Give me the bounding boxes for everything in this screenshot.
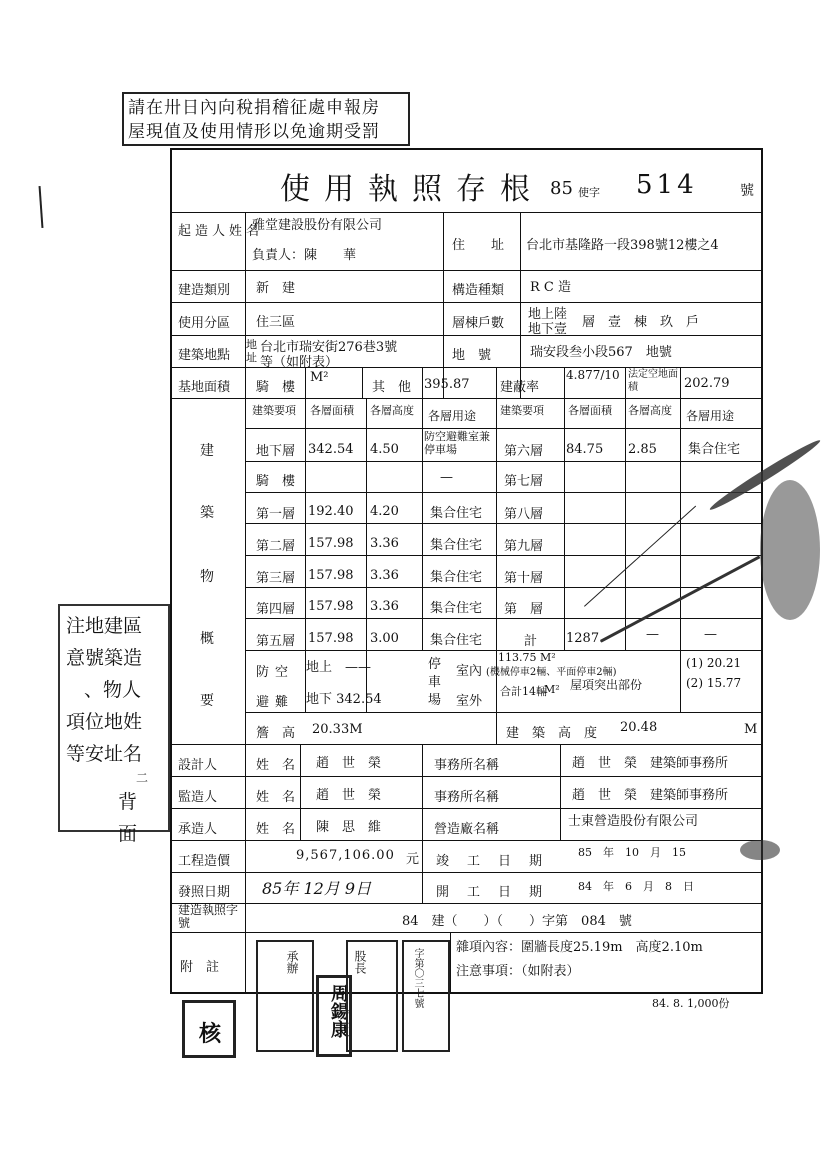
arcade-label: 騎 樓	[256, 380, 296, 395]
issue-date: 85年 12月 9日	[262, 879, 372, 898]
cost-value: 9,567,106.00	[296, 848, 395, 863]
floor-item: 第五層	[256, 634, 296, 649]
official-seal-4	[402, 940, 450, 1052]
floors-below: 地下壹	[528, 322, 568, 337]
lot-number: 瑞安段叁小段567 地號	[530, 345, 672, 360]
lot-label: 地 號	[452, 348, 492, 363]
building-height-unit: M	[744, 722, 758, 737]
floor-height: 3.36	[370, 568, 399, 583]
builder-label: 起造人姓名	[178, 224, 264, 239]
completion-date: 85 年 10 月 15	[578, 846, 686, 859]
other-area: 395.87	[424, 377, 470, 392]
scan-smudge	[760, 480, 820, 620]
zone-value: 住三區	[256, 315, 296, 330]
supervisor-org-label: 事務所名稱	[434, 790, 500, 805]
permit-suffix: 號	[740, 183, 754, 199]
shelter-label: 防空避難	[256, 665, 295, 710]
floor-area: 157.98	[308, 536, 354, 551]
remarks-label: 附 註	[180, 960, 220, 975]
parking-total: 合計14輛	[500, 685, 547, 698]
construction-type: 新 建	[256, 281, 296, 296]
supervisor-name-label: 姓 名	[256, 790, 296, 805]
side-notice-stamp	[58, 604, 170, 845]
parking-label: 停車場	[428, 657, 442, 708]
seal-text: 股長	[353, 950, 367, 974]
shelter-below: 地下 342.54	[306, 692, 382, 707]
contractor-name: 陳 思 維	[316, 820, 382, 835]
protrude-1: (1) 20.21	[686, 656, 742, 670]
permit-ref: 84 建（ ）（ ）字第 084 號	[402, 914, 632, 929]
tax-notice-stamp	[122, 92, 410, 146]
header-use: 各層用途	[428, 409, 477, 423]
header-area: 各層面積	[310, 404, 354, 417]
floor-height: 3.36	[370, 599, 399, 614]
designer-name: 趙 世 榮	[316, 756, 382, 771]
seal-text: 承辦	[285, 950, 299, 974]
start-date: 84 年 6 月 8 日	[578, 880, 694, 893]
designer-name-label: 姓 名	[256, 758, 296, 773]
type-label: 建造類別	[178, 283, 231, 298]
floor-item: 第 層	[504, 602, 544, 617]
side-line: 面	[118, 823, 138, 845]
designer-org-label: 事務所名稱	[434, 758, 500, 773]
floor-use: —	[440, 470, 453, 485]
official-seal-1	[256, 940, 314, 1052]
floor-use: 防空避難室兼停車場	[424, 430, 490, 456]
cost-unit: 元	[406, 852, 420, 867]
floor-item: 第二層	[256, 539, 296, 554]
protrude-2: (2) 15.77	[686, 676, 742, 690]
parking-indoor-note: (機械停車2輛、平面停車2輛)	[486, 667, 617, 678]
floor-height: 2.85	[628, 442, 657, 457]
building-height-label: 建 築 高 度	[506, 726, 598, 741]
floor-use: 集合住宅	[430, 506, 483, 521]
seal-text: 周鍚康	[328, 984, 349, 1038]
parking-indoor-area: 113.75 M²	[498, 651, 556, 664]
floor-item: 第八層	[504, 507, 544, 522]
site-address-note: 等（如附表）	[260, 355, 339, 370]
building-side-label: 物	[200, 569, 214, 585]
open-space-label: 法定空地面積	[628, 369, 678, 393]
side-line: 意號築造	[66, 647, 143, 669]
builder-name: 雅堂建設股份有限公司	[252, 218, 383, 233]
seal-text: 核	[199, 1021, 222, 1047]
header-height: 各層高度	[628, 404, 672, 417]
floor-item: 第四層	[256, 602, 296, 617]
floor-item: 第六層	[504, 444, 544, 459]
remarks-line-2: 注意事項：（如附表）	[456, 964, 580, 979]
building-side-label: 概	[200, 631, 214, 647]
issue-label: 發照日期	[178, 885, 231, 900]
header-item: 建築要項	[252, 404, 296, 417]
official-seal-3	[346, 940, 398, 1052]
parking-outdoor-unit: M²	[544, 683, 560, 696]
structure-label: 構造種類	[452, 283, 505, 298]
floor-use: 集合住宅	[430, 538, 483, 553]
floor-item: 騎 樓	[256, 474, 296, 489]
floor-use: 集合住宅	[688, 442, 741, 457]
structure-type: R C 造	[530, 280, 571, 295]
header-use: 各層用途	[686, 409, 735, 423]
floor-area: 157.98	[308, 631, 354, 646]
side-line: 項位地姓	[66, 711, 143, 733]
site-label: 建築地點	[178, 348, 231, 363]
side-line: 等安址名	[66, 743, 143, 765]
coverage-label: 建蔽率	[500, 380, 540, 395]
floor-item: 第一層	[256, 507, 296, 522]
floor-item: 第七層	[504, 474, 544, 489]
contractor-role: 承造人	[178, 822, 218, 837]
total-height: —	[646, 627, 659, 642]
side-line-inner: 二	[136, 771, 149, 785]
supervisor-org: 趙 世 榮 建築師事務所	[572, 788, 729, 803]
floor-area: 84.75	[566, 442, 604, 457]
tax-notice-line-1: 請在卅日內向稅捐稽征處申報房	[128, 98, 380, 118]
open-space-area: 202.79	[684, 376, 730, 391]
coverage-value: 4.877/10	[566, 368, 620, 382]
floors-above: 地上陸	[528, 307, 568, 322]
floor-use: 集合住宅	[430, 570, 483, 585]
floor-height: 4.50	[370, 442, 399, 457]
floor-item: 地下層	[256, 444, 296, 459]
contractor-org-label: 營造廠名稱	[434, 822, 500, 837]
print-footer: 84. 8. 1,000份	[652, 997, 730, 1010]
floor-area: 342.54	[308, 442, 354, 457]
side-line: 背	[118, 791, 138, 813]
floor-height: 4.20	[370, 504, 399, 519]
parking-indoor-label: 室內	[456, 664, 483, 679]
form-title: 使用執照存根	[280, 172, 544, 207]
site-prefix: 地址	[246, 338, 257, 364]
cost-label: 工程造價	[178, 854, 231, 869]
supervisor-name: 趙 世 榮	[316, 788, 382, 803]
permit-label: 建造執照字號	[178, 903, 239, 930]
side-line: 注地建區	[66, 615, 143, 637]
seal-text: 字第〇三七號	[412, 948, 423, 1008]
floor-height: 3.00	[370, 631, 399, 646]
arcade-area: M²	[310, 370, 329, 385]
completion-label: 竣工日期	[436, 854, 561, 869]
header-area: 各層面積	[568, 404, 612, 417]
address-label: 住 址	[452, 238, 505, 253]
building-side-label: 築	[200, 505, 214, 521]
area-label: 基地面積	[178, 380, 231, 395]
eaves-height: 20.33M	[312, 722, 363, 737]
designer-org: 趙 世 榮 建築師事務所	[572, 756, 729, 771]
building-side-label: 建	[200, 443, 214, 459]
floor-item-total: 計	[524, 634, 538, 649]
floor-use: 集合住宅	[430, 601, 483, 616]
protrude-label: 屋項突出部份	[570, 678, 643, 692]
scan-smudge	[740, 840, 780, 860]
header-item: 建築要項	[500, 404, 544, 417]
start-label: 開工日期	[436, 885, 561, 900]
floors-detail: 層 壹 棟 玖 戶	[582, 315, 700, 330]
eaves-height-label: 簷 高	[256, 726, 296, 741]
floor-area: 192.40	[308, 504, 354, 519]
floor-area: 157.98	[308, 599, 354, 614]
remarks-line-1: 雜項內容：圍牆長度25.19m 高度2.10m	[456, 940, 703, 955]
corner-seal	[182, 1000, 236, 1058]
permit-year: 85	[550, 178, 573, 199]
permit-prefix: 使字	[578, 186, 600, 199]
header-height: 各層高度	[370, 404, 414, 417]
floors-label: 層棟戶數	[452, 316, 505, 331]
permit-number: 514	[636, 170, 698, 200]
pen-mark	[39, 186, 44, 228]
supervisor-role: 監造人	[178, 790, 218, 805]
contractor-org: 士東營造股份有限公司	[568, 814, 699, 829]
floor-item: 第三層	[256, 571, 296, 586]
floor-area: 157.98	[308, 568, 354, 583]
parking-outdoor-label: 室外	[456, 694, 483, 709]
designer-role: 設計人	[178, 758, 218, 773]
floor-use: 集合住宅	[430, 633, 483, 648]
other-label: 其 他	[372, 380, 412, 395]
tax-notice-line-2: 屋現值及使用情形以免逾期受罰	[128, 122, 380, 142]
building-side-label: 要	[200, 693, 214, 709]
zone-label: 使用分區	[178, 316, 231, 331]
total-use: —	[704, 627, 717, 642]
builder-address: 台北市基隆路一段398號12樓之4	[526, 238, 719, 253]
site-address: 台北市瑞安街276巷3號	[260, 340, 398, 355]
building-height: 20.48	[620, 720, 658, 735]
floor-item: 第九層	[504, 539, 544, 554]
shelter-above: 地上 ——	[306, 660, 372, 675]
builder-representative: 負責人：陳 華	[252, 248, 357, 263]
total-area: 1287.	[566, 631, 604, 646]
floor-height: 3.36	[370, 536, 399, 551]
side-line: 、物人	[84, 679, 142, 701]
contractor-name-label: 姓 名	[256, 822, 296, 837]
floor-item: 第十層	[504, 571, 544, 586]
